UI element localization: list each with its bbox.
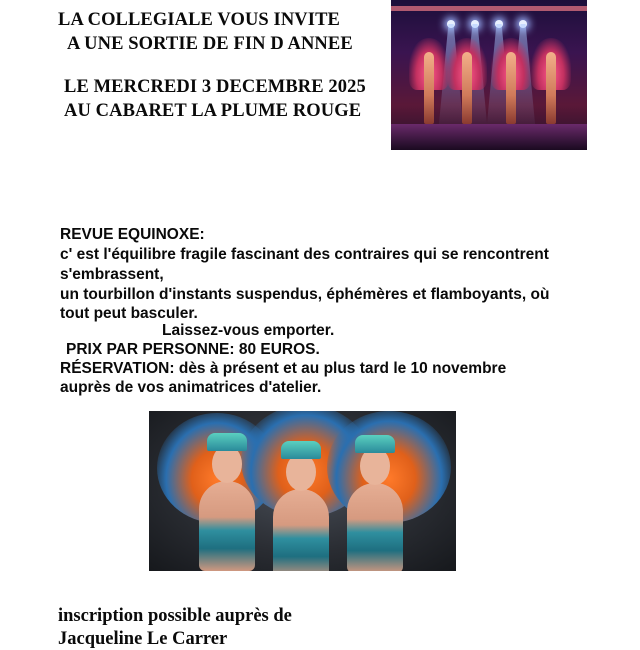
cabaret-stage-photo — [391, 0, 587, 150]
jeweled-crown — [355, 435, 395, 453]
registration-contact: Jacqueline Le Carrer — [58, 629, 228, 649]
revue-description-line: tout peut basculer. — [60, 305, 198, 322]
reservation-line: RÉSERVATION: dès à présent et au plus tard le 10 novembre — [60, 360, 507, 377]
stage-rail — [391, 6, 587, 11]
dancer-body — [273, 489, 329, 571]
registration-note: inscription possible auprès de — [58, 606, 292, 626]
jeweled-crown — [281, 441, 321, 459]
invitation-heading-line2: A UNE SORTIE DE FIN D ANNEE — [67, 34, 353, 54]
revue-title: REVUE EQUINOXE: — [60, 226, 205, 243]
dancer-body — [199, 481, 255, 571]
showgirls-photo — [149, 411, 456, 571]
tagline: Laissez-vous emporter. — [162, 322, 335, 339]
revue-description-line: c' est l'équilibre fragile fascinant des contraires qui se rencontrent — [60, 246, 549, 263]
dancer-figure — [462, 52, 472, 124]
dancer-body — [347, 483, 403, 571]
dancer-figure — [546, 52, 556, 124]
reservation-line: auprès de vos animatrices d'atelier. — [60, 379, 322, 396]
stage-floor — [391, 124, 587, 150]
event-venue: AU CABARET LA PLUME ROUGE — [64, 101, 362, 121]
event-date: LE MERCREDI 3 DECEMBRE 2025 — [64, 77, 366, 97]
dancer-figure — [506, 52, 516, 124]
invitation-heading-line1: LA COLLEGIALE VOUS INVITE — [58, 10, 340, 30]
revue-description-line: un tourbillon d'instants suspendus, éphémères et flamboyants, où — [60, 286, 550, 303]
revue-description-line: s'embrassent, — [60, 266, 164, 283]
jeweled-crown — [207, 433, 247, 451]
dancer-figure — [424, 52, 434, 124]
price: PRIX PAR PERSONNE: 80 EUROS. — [66, 341, 320, 358]
